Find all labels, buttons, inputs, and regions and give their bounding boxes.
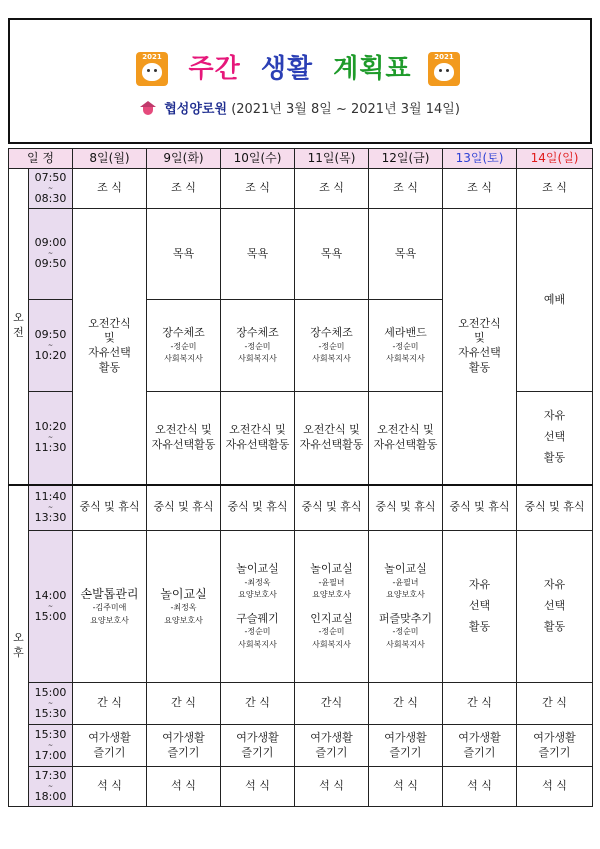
cell-snack: 간식 (295, 683, 369, 725)
cell-dinner: 석 식 (221, 767, 295, 807)
home-heart-icon (140, 101, 156, 115)
cell-lunch-rest: 중식 및 휴식 (295, 485, 369, 531)
cell-worship: 예배 (517, 209, 593, 392)
cell-lunch-rest: 중식 및 휴식 (517, 485, 593, 531)
period-pm: 오 후 (9, 485, 29, 807)
calendar-badge-icon: 2021 (136, 52, 168, 86)
cell-free-choice: 자유 선택 활동 (443, 531, 517, 683)
page-title: 주간 생활 계획표 (188, 54, 412, 84)
cell-longevity: 장수체조 -정순미 사회복지사 (147, 300, 221, 392)
cell-leisure: 여가생활 즐기기 (221, 725, 295, 767)
cell-dinner: 석 식 (517, 767, 593, 807)
cell-dinner: 석 식 (443, 767, 517, 807)
cell-longevity: 장수체조 -정순미 사회복지사 (221, 300, 295, 392)
cell-therapy-band: 세라밴드 -정순미 사회복지사 (369, 300, 443, 392)
cell-leisure: 여가생활 즐기기 (295, 725, 369, 767)
row-snack (9, 683, 593, 725)
cell-snack: 간 식 (443, 683, 517, 725)
time-cell: 11:40 ~ 13:30 (29, 485, 73, 531)
row-afternoon (9, 531, 593, 683)
cell-snack: 간 식 (221, 683, 295, 725)
cell-dinner: 석 식 (147, 767, 221, 807)
col-sun: 14일(일) (517, 149, 593, 169)
cell-dinner: 석 식 (369, 767, 443, 807)
cell-lunch-rest: 중식 및 휴식 (369, 485, 443, 531)
time-cell: 17:30 ~ 18:00 (29, 767, 73, 807)
date-range: (2021년 3월 8일 ~ 2021년 3월 14일) (231, 102, 460, 117)
time-cell: 09:00 ~ 09:50 (29, 209, 73, 300)
col-wed: 10일(수) (221, 149, 295, 169)
row-breakfast (9, 169, 593, 209)
subtitle (10, 98, 590, 117)
cell-am-snack-free-2: 오전간식 및 자유선택활동 (221, 392, 295, 485)
cell-play-class: 놀이교실 -최정옥 요양보호사 (147, 531, 221, 683)
cell-lunch-rest: 중식 및 휴식 (147, 485, 221, 531)
cell-snack: 간 식 (369, 683, 443, 725)
cell-leisure: 여가생활 즐기기 (443, 725, 517, 767)
schedule-table (8, 148, 593, 807)
row-dinner (9, 767, 593, 807)
cell-breakfast: 조 식 (443, 169, 517, 209)
col-fri: 12일(금) (369, 149, 443, 169)
cell-play-cognitive: 놀이교실 -윤필녀 요양보호사 인지교실 -정순미 사회복지사 (295, 531, 369, 683)
time-cell: 07:50 ~ 08:30 (29, 169, 73, 209)
cell-snack: 간 식 (147, 683, 221, 725)
cell-nail-care: 손발톱관리 -김주미애 요양보호사 (73, 531, 147, 683)
cell-leisure: 여가생활 즐기기 (517, 725, 593, 767)
time-cell: 10:20 ~ 11:30 (29, 392, 73, 485)
col-sat: 13일(토) (443, 149, 517, 169)
cell-dinner: 석 식 (295, 767, 369, 807)
col-label: 일 정 (9, 149, 73, 169)
time-cell: 14:00 ~ 15:00 (29, 531, 73, 683)
cell-breakfast: 조 식 (369, 169, 443, 209)
period-am: 오 전 (9, 169, 29, 485)
time-cell: 15:30 ~ 17:00 (29, 725, 73, 767)
cell-longevity: 장수체조 -정순미 사회복지사 (295, 300, 369, 392)
cell-am-snack-free-2: 오전간식 및 자유선택활동 (295, 392, 369, 485)
row-lunch (9, 485, 593, 531)
cell-am-snack-free: 오전간식 및 자유선택 활동 (443, 209, 517, 485)
header-row (9, 149, 593, 169)
cell-bath: 목욕 (147, 209, 221, 300)
cell-play-puzzle: 놀이교실 -윤필녀 요양보호사 퍼즐맞추기 -정순미 사회복지사 (369, 531, 443, 683)
cell-breakfast: 조 식 (147, 169, 221, 209)
row-bath (9, 209, 593, 300)
cell-am-snack-free-2: 오전간식 및 자유선택활동 (369, 392, 443, 485)
cell-am-snack-free-2: 오전간식 및 자유선택활동 (147, 392, 221, 485)
cell-free-choice: 자유 선택 활동 (517, 531, 593, 683)
org-name: 협성양로원 (164, 102, 228, 117)
cell-lunch-rest: 중식 및 휴식 (73, 485, 147, 531)
time-cell: 09:50 ~ 10:20 (29, 300, 73, 392)
cell-breakfast: 조 식 (73, 169, 147, 209)
cell-dinner: 석 식 (73, 767, 147, 807)
header-box (8, 18, 592, 144)
cell-bath: 목욕 (369, 209, 443, 300)
row-leisure (9, 725, 593, 767)
time-cell: 15:00 ~ 15:30 (29, 683, 73, 725)
cell-breakfast: 조 식 (295, 169, 369, 209)
cell-am-snack-free: 오전간식 및 자유선택 활동 (73, 209, 147, 485)
col-thu: 11일(목) (295, 149, 369, 169)
cell-play-bead: 놀이교실 -최정옥 요양보호사 구슬꿰기 -정순미 사회복지사 (221, 531, 295, 683)
col-tue: 9일(화) (147, 149, 221, 169)
cell-breakfast: 조 식 (221, 169, 295, 209)
cell-leisure: 여가생활 즐기기 (73, 725, 147, 767)
col-mon: 8일(월) (73, 149, 147, 169)
cell-snack: 간 식 (73, 683, 147, 725)
cell-lunch-rest: 중식 및 휴식 (221, 485, 295, 531)
calendar-badge-icon: 2021 (428, 52, 460, 86)
cell-breakfast: 조 식 (517, 169, 593, 209)
cell-leisure: 여가생활 즐기기 (369, 725, 443, 767)
cell-bath: 목욕 (221, 209, 295, 300)
cell-free-choice: 자유 선택 활동 (517, 392, 593, 485)
cell-snack: 간 식 (517, 683, 593, 725)
cell-lunch-rest: 중식 및 휴식 (443, 485, 517, 531)
cell-leisure: 여가생활 즐기기 (147, 725, 221, 767)
cell-bath: 목욕 (295, 209, 369, 300)
